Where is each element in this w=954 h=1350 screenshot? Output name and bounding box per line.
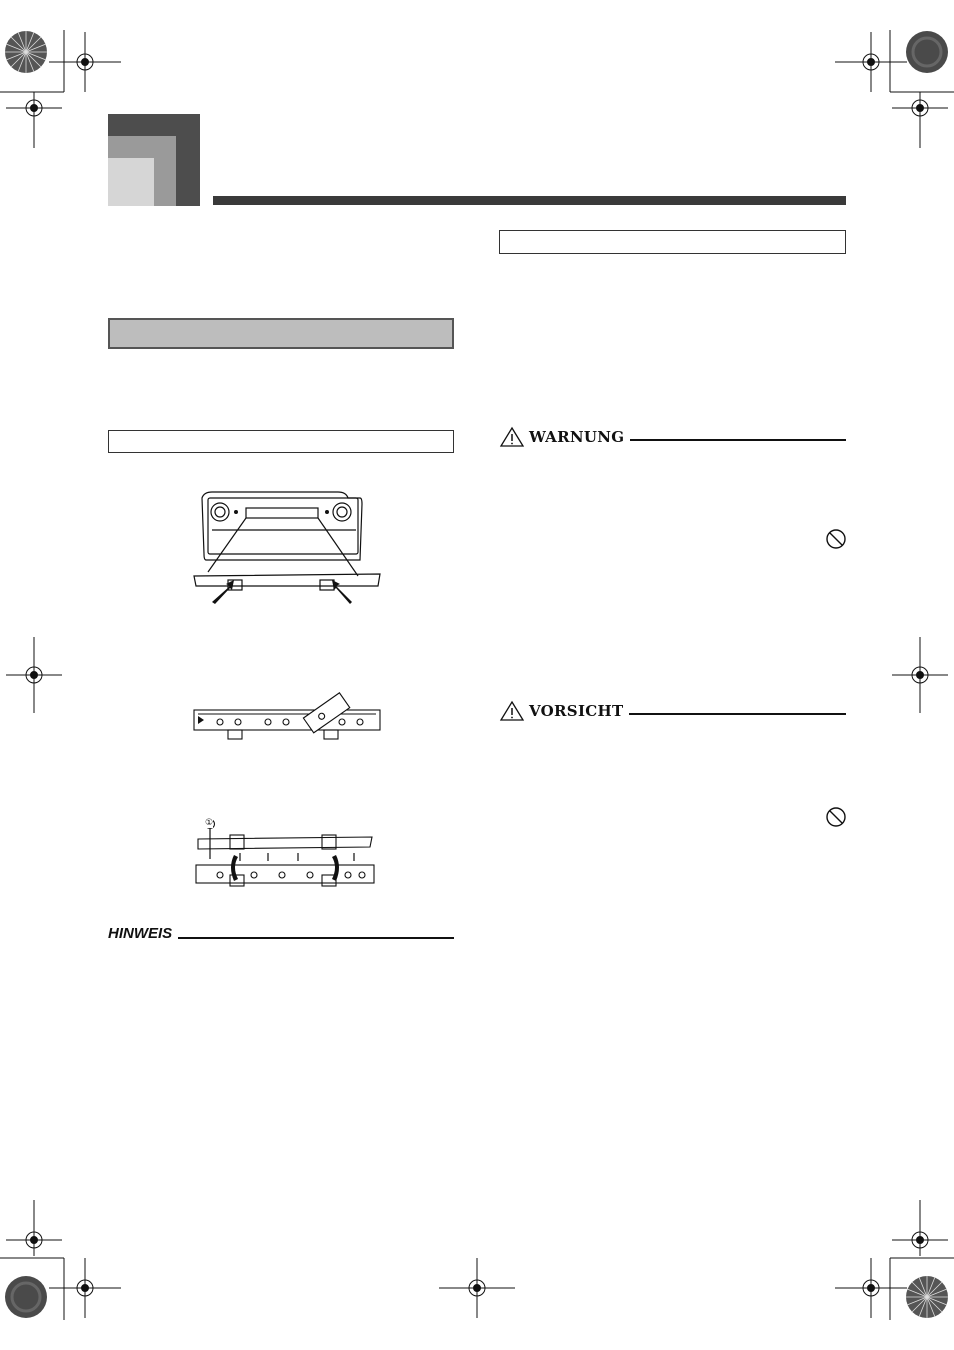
- note-rule: [178, 937, 454, 939]
- chapter-header-bar: [213, 196, 846, 205]
- crosshair-icon: [835, 32, 907, 92]
- registration-disc-icon: [906, 1276, 948, 1318]
- crosshair-icon: [892, 92, 948, 148]
- figure-cover-replace: [190, 815, 390, 890]
- crosshair-icon: [6, 92, 62, 148]
- subheading-box-right: [499, 230, 846, 254]
- note-heading: [108, 925, 454, 942]
- warning-triangle-icon: [499, 700, 525, 722]
- warning-label: WARNUNG: [529, 428, 625, 446]
- note-label: HINWEIS: [108, 925, 173, 942]
- crosshair-icon: [49, 32, 121, 92]
- caution-rule: [629, 713, 846, 715]
- figure-battery-compartment: [190, 490, 390, 605]
- warning-triangle-icon: [499, 426, 525, 448]
- section-heading-box: [108, 318, 454, 349]
- warning-rule: [630, 439, 846, 441]
- crosshair-icon: [6, 637, 62, 713]
- crosshair-icon: [439, 1258, 515, 1318]
- crosshair-icon: [835, 1258, 907, 1318]
- crosshair-icon: [892, 637, 948, 713]
- registration-disc-icon: [5, 1276, 47, 1318]
- registration-disc-icon: [5, 31, 47, 73]
- prohibited-circle-icon: [825, 528, 847, 550]
- crosshair-icon: [49, 1258, 121, 1318]
- crosshair-icon: [892, 1200, 948, 1256]
- callout-number: ①: [205, 818, 214, 828]
- prohibited-circle-icon: [825, 806, 847, 828]
- warning-heading: [499, 426, 846, 448]
- caution-heading: [499, 700, 846, 722]
- chapter-block-light: [108, 158, 154, 206]
- subheading-box-left: [108, 430, 454, 453]
- caution-label: VORSICHT: [529, 702, 624, 720]
- figure-battery-insert: [190, 690, 390, 745]
- crosshair-icon: [6, 1200, 62, 1256]
- registration-disc-icon: [906, 31, 948, 73]
